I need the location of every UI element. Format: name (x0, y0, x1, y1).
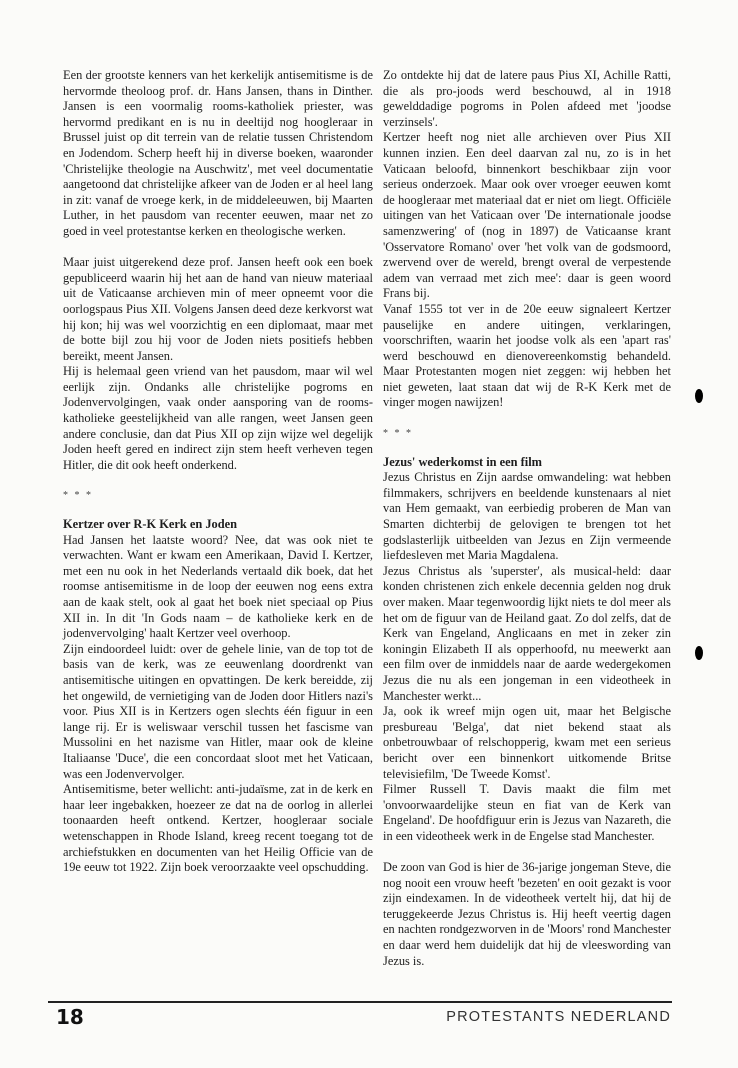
paragraph: Zo ontdekte hij dat de latere paus Pius XI, Achille Ratti, die als pro-joods werd beschouwd, al in 1918 gewelddadige pogroms in Polen afdeed met 'joodse verzinsels'. (383, 68, 671, 129)
paragraph: Had Jansen het laatste woord? Nee, dat was ook niet te verwachten. Want er kwam een Amerikaan, David I. Kertzer, met een nu ook in het Nederlands vertaald dik boek, dat het roomse antisemitisme in de loop der eeuwen nog eens extra aan de kaak stelt, ook al gaat het boek niet speciaal op Pius XII in. In dit 'In Gods naam – de katholieke kerk en de jodenvervolging' haalt Kertzer veel overhoop. (63, 532, 373, 641)
page-number: 18 (56, 1005, 84, 1029)
section-heading: Kertzer over R-K Kerk en Joden (63, 517, 237, 532)
binder-hole-mark-icon (695, 389, 703, 403)
paragraph: De zoon van God is hier de 36-jarige jongeman Steve, die nog nooit een vrouw heeft 'bezeten' en ooit gezakt is voor zijn eindexamen. In de videotheek vertelt hij, dat hij de teruggekeerde Jezus Christus is. Hij heeft veertig dagen en nachten rondgezworven in de 'Moors' rond Manchester en daar werd hem duidelijk dat hij de vleeswording van Jezus is. (383, 860, 671, 968)
right-column (383, 68, 671, 969)
section-separator: * * * (63, 490, 93, 502)
magazine-title: PROTESTANTS NEDERLAND (446, 1009, 671, 1025)
left-column (63, 68, 373, 876)
paragraph: Kertzer heeft nog niet alle archieven over Pius XII kunnen inzien. Een deel daarvan zal nu, zo is in het Vaticaan beloofd, binnenkort beschikbaar zijn voor serieus onderzoek. Maar ook over vroeger eeuwen komt de hoogleraar met materiaal dat er niet om liegt. Officiële uitingen van het Vaticaan over 'De internationale joodse samenzwering' of (nog in 1897) de Vaticaanse krant 'Osservatore Romano' over 'het volk van de godsmoord, zwervend over de wereld, brengt overal de verpestende adem van verraad met zich mee': daar is geen woord Frans bij. (383, 130, 671, 301)
paragraph: Antisemitisme, beter wellicht: anti-judaïsme, zat in de kerk en haar leer ingebakken, hoezeer ze dat na de oorlog in allerlei toonaarden heeft ontkend. Kertzer, hoogleraar sociale wetenschappen in Rhode Island, kreeg recent toegang tot de archiefstukken en documenten van het Heilig Officie van de 19e eeuw tot 1922. Zijn boek veroorzaakte veel opschudding. (63, 782, 373, 875)
paragraph: Ja, ook ik wreef mijn ogen uit, maar het Belgische presbureau 'Belga', dat niet bekend staat als onbetrouwbaar of relschopperig, kwam met een serieus bericht over een binnenkort uitkomende Britse televisiefilm, 'De Tweede Komst'. (383, 704, 671, 781)
paragraph: Maar juist uitgerekend deze prof. Jansen heeft ook een boek gepubliceerd waarin hij het aan de hand van nieuw materiaal uit de Vaticaanse archieven min of meer opneemt voor die oorlogspaus Pius XII. Volgens Jansen deed deze kerkvorst wat hij kon; hij was wel voorzichtig en een diplomaat, maar met de botte bijl zou hij voor de Joden niets positiefs hebben bereikt, meent Jansen. (63, 255, 373, 363)
paragraph: Zijn eindoordeel luidt: over de gehele linie, van de top tot de basis van de kerk, was ze eeuwenlang doordrenkt van antisemitische uitingen en opvattingen. De kerk bereidde, zij het ongewild, de vernietiging van de Joden door Hitlers nazi's voor. Pius XII is in Kertzers ogen slechts één figuur in een lange rij. Er is weliswaar verschil tussen het fascisme van Mussolini en het nazisme van Hitler, maar ook de kleine Italiaanse 'Duce', die een concordaat sloot met het Vaticaan, was een Jodenvervolger. (63, 641, 373, 781)
paragraph: Een der grootste kenners van het kerkelijk antisemitisme is de hervormde theoloog prof. dr. Hans Jansen, thans in Dinther. Jansen is een voormalig rooms-katholiek priester, was hervormd predikant en is nu in deeltijd nog hoogleraar in Brussel juist op dit terrein van de relatie tussen Christendom en Jodendom. Scherp heeft hij in diverse boeken, waaronder 'Christelijke theologie na Auschwitz', met veel documentatie aangetoond dat christelijke afkeer van de Joden er al heel lang in zit: vanaf de vroege kerk, in de middeleeuwen, bij Maarten Luther, in het pausdom van recenter eeuwen, maar net zo goed in veel protestantse kerken en theologische werken. (63, 68, 373, 238)
section-separator: * * * (383, 428, 413, 440)
paragraph: Jezus Christus als 'superster', als musical-held: daar konden christenen zich enkele decennia gelden nog druk over maken. Maar tegenwoordig lijkt niets te dol meer als het om de figuur van de Heiland gaat. Zo dol zelfs, dat de Kerk van Engeland, Anglicaans en met in zeker zin koningin Elizabeth II als opperhoofd, nu meewerkt aan een film over de inmiddels naar de aarde wedergekomen Jezus die nu als een jongeman in een videotheek in Manchester werkt... (383, 563, 671, 703)
footer-rule (48, 1001, 672, 1003)
paragraph: Vanaf 1555 tot ver in de 20e eeuw signaleert Kertzer pauselijke en andere uitingen, verklaringen, voorschriften, waarin het joodse volk als een 'apart ras' werd beschouwd en dienovereenkomstig behandeld. Maar Protestanten mogen niet zeggen: wij hebben het niet geweten, laat staan dat wij de R-K Kerk met de vinger mogen nawijzen! (383, 301, 671, 410)
paragraph: Filmer Russell T. Davis maakt die film met 'onvoorwaardelijke steun en fiat van de Kerk van Engeland'. De hoofdfiguur erin is Jezus van Nazareth, die in een videotheek werk in de Engelse stad Manchester. (383, 782, 671, 843)
paragraph: Jezus Christus en Zijn aardse omwandeling: wat hebben filmmakers, schrijvers en beeldende kunstenaars al niet van Hem gemaakt, van eerbiedig proberen de Man van Smarten dichterbij de gelovigen te brengen tot het godslasterlijk uitbeelden van Jezus en Zijn vermeende liefdesleven met Maria Magdalena. (383, 470, 671, 563)
paragraph: Hij is helemaal geen vriend van het pausdom, maar wil wel eerlijk zijn. Ondanks alle christelijke pogroms en Jodenvervolgingen, vaak onder aansporing van de rooms-katholieke geestelijkheid van alle rangen, weet Jansen geen andere conclusie, dan dat Pius XII op zijn wijze wel degelijk Joden heeft gered en indirect zijn stem heeft verheven tegen Hitler, die dit ook heeft onderkend. (63, 364, 373, 472)
binder-hole-mark-icon (695, 646, 703, 660)
section-heading: Jezus' wederkomst in een film (383, 454, 542, 469)
